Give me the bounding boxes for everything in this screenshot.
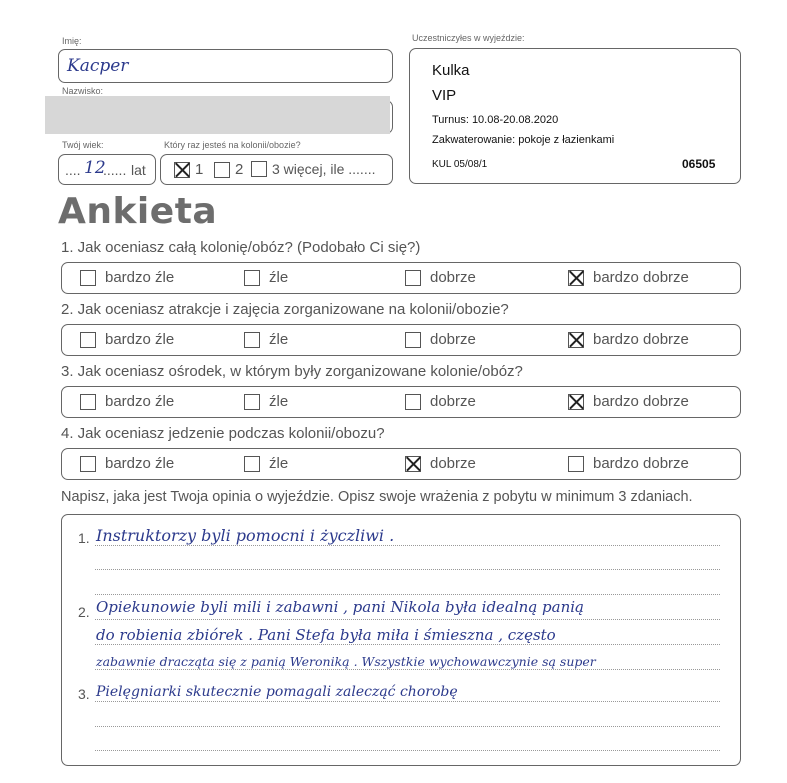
ticket-name: Kulka bbox=[432, 62, 470, 79]
dotted-line bbox=[95, 750, 720, 751]
ticket-zakwaterowanie: Zakwaterowanie: pokoje z łazienkami bbox=[432, 134, 615, 146]
checkbox-icon[interactable] bbox=[244, 394, 260, 410]
dotted-line bbox=[95, 644, 720, 645]
option-zle[interactable] bbox=[244, 331, 288, 348]
opinion-line-2: Opiekunowie byli mili i zabawni , pani Nikola była idealną panią bbox=[96, 598, 584, 616]
answer-row-3 bbox=[61, 386, 741, 418]
option-bardzo-dobrze[interactable] bbox=[568, 393, 689, 410]
dotted-line bbox=[95, 545, 720, 546]
option-label: bardzo dobrze bbox=[593, 269, 689, 286]
option-bardzo-zle[interactable] bbox=[80, 269, 174, 286]
dotted-line bbox=[95, 619, 720, 620]
nazwisko-label: Nazwisko: bbox=[62, 86, 104, 96]
checkbox-checked-icon[interactable] bbox=[568, 270, 584, 286]
checkbox-icon[interactable] bbox=[405, 270, 421, 286]
option-dobrze[interactable] bbox=[405, 393, 476, 410]
option-dobrze[interactable] bbox=[405, 269, 476, 286]
option-label: źle bbox=[269, 393, 289, 410]
uczestniczyles-label: Uczestniczyłes w wyjeździe: bbox=[412, 33, 525, 43]
question-1: 1. Jak oceniasz całą kolonię/obóz? (Podobało Ci się?) bbox=[61, 239, 421, 256]
option-bardzo-dobrze[interactable] bbox=[568, 269, 689, 286]
question-2: 2. Jak oceniasz atrakcje i zajęcia zorganizowane na kolonii/obozie? bbox=[61, 301, 509, 318]
redaction-block bbox=[45, 96, 390, 134]
checkbox-checked-icon[interactable] bbox=[568, 332, 584, 348]
option-label: dobrze bbox=[430, 455, 476, 472]
option-label: bardzo dobrze bbox=[593, 331, 689, 348]
imie-field[interactable] bbox=[58, 49, 393, 83]
option-label: źle bbox=[269, 455, 289, 472]
dotted-line bbox=[95, 701, 720, 702]
ticket-turnus: Turnus: 10.08-20.08.2020 bbox=[432, 114, 559, 126]
option-label: 2 bbox=[235, 161, 244, 178]
dotted-line bbox=[95, 726, 720, 727]
option-zle[interactable] bbox=[244, 455, 288, 472]
opinion-number-2: 2. bbox=[78, 604, 90, 620]
opinion-prompt: Napisz, jaka jest Twoja opinia o wyjeździe. Opisz swoje wrażenia z pobytu w minimum 3 zdaniach. bbox=[61, 489, 693, 505]
checkbox-icon[interactable] bbox=[244, 456, 260, 472]
wiek-unit: lat bbox=[131, 162, 146, 178]
answer-row-2 bbox=[61, 324, 741, 356]
option-zle[interactable] bbox=[244, 269, 288, 286]
checkbox-icon[interactable] bbox=[244, 332, 260, 348]
wiek-label: Twój wiek: bbox=[62, 140, 104, 150]
checkbox-checked-icon[interactable] bbox=[568, 394, 584, 410]
option-dobrze[interactable] bbox=[405, 455, 476, 472]
option-label: 1 bbox=[195, 161, 204, 178]
checkbox-icon[interactable] bbox=[214, 162, 230, 178]
checkbox-icon[interactable] bbox=[80, 270, 96, 286]
option-dobrze[interactable] bbox=[405, 331, 476, 348]
opinion-line-4: zabawnie dracząta się z panią Weroniką . Wszystkie wychowawczynie są super bbox=[96, 654, 596, 669]
checkbox-icon[interactable] bbox=[405, 394, 421, 410]
ticket-type: VIP bbox=[432, 87, 457, 104]
opinion-line-3: do robienia zbiórek . Pani Stefa była miła i śmieszna , często bbox=[96, 626, 556, 644]
checkbox-icon[interactable] bbox=[251, 161, 267, 177]
checkbox-icon[interactable] bbox=[80, 394, 96, 410]
option-label: dobrze bbox=[430, 331, 476, 348]
ktory-raz-field bbox=[160, 154, 393, 185]
question-4: 4. Jak oceniasz jedzenie podczas kolonii/obozu? bbox=[61, 425, 385, 442]
option-zle[interactable] bbox=[244, 393, 288, 410]
checkbox-checked-icon[interactable] bbox=[174, 162, 190, 178]
option-label: źle bbox=[269, 269, 289, 286]
option-label: bardzo źle bbox=[105, 393, 175, 410]
checkbox-icon[interactable] bbox=[80, 332, 96, 348]
option-label: 3 więcej, ile ....... bbox=[272, 161, 376, 177]
option-label: bardzo dobrze bbox=[593, 455, 689, 472]
option-label: dobrze bbox=[430, 393, 476, 410]
option-bardzo-zle[interactable] bbox=[80, 331, 174, 348]
dotted-line bbox=[95, 669, 720, 670]
wiek-dots-before: .... bbox=[65, 162, 81, 178]
option-bardzo-dobrze[interactable] bbox=[568, 331, 689, 348]
option-label: dobrze bbox=[430, 269, 476, 286]
checkbox-icon[interactable] bbox=[80, 456, 96, 472]
dotted-line bbox=[95, 569, 720, 570]
checkbox-icon[interactable] bbox=[405, 332, 421, 348]
option-bardzo-zle[interactable] bbox=[80, 393, 174, 410]
dotted-line bbox=[95, 594, 720, 595]
ticket-code: KUL 05/08/1 bbox=[432, 159, 488, 170]
option-label: bardzo źle bbox=[105, 269, 175, 286]
checkbox-icon[interactable] bbox=[244, 270, 260, 286]
ktory-raz-option-1[interactable] bbox=[174, 161, 203, 178]
option-bardzo-dobrze[interactable] bbox=[568, 455, 689, 472]
option-label: bardzo dobrze bbox=[593, 393, 689, 410]
opinion-line-1: Instruktorzy byli pomocni i życzliwi . bbox=[96, 526, 395, 545]
ticket-card bbox=[409, 48, 741, 184]
ktory-raz-label: Który raz jesteś na kolonii/obozie? bbox=[164, 140, 301, 150]
option-label: bardzo źle bbox=[105, 455, 175, 472]
ticket-number: 06505 bbox=[682, 157, 716, 171]
answer-row-1 bbox=[61, 262, 741, 294]
opinion-number-3: 3. bbox=[78, 686, 90, 702]
ktory-raz-option-3[interactable] bbox=[251, 161, 375, 177]
answer-row-4 bbox=[61, 448, 741, 480]
wiek-value: 12 bbox=[84, 158, 106, 178]
option-bardzo-zle[interactable] bbox=[80, 455, 174, 472]
wiek-field[interactable] bbox=[58, 154, 156, 185]
wiek-dots-after: ...... bbox=[103, 162, 127, 178]
ktory-raz-option-2[interactable] bbox=[214, 161, 243, 178]
imie-label: Imię: bbox=[62, 36, 82, 46]
question-3: 3. Jak oceniasz ośrodek, w którym były zorganizowane kolonie/obóz? bbox=[61, 363, 523, 380]
opinion-line-5: Pielęgniarki skutecznie pomagali zalecząć chorobę bbox=[96, 684, 458, 700]
survey-title: Ankieta bbox=[58, 191, 218, 232]
checkbox-icon[interactable] bbox=[568, 456, 584, 472]
imie-value: Kacper bbox=[67, 56, 129, 76]
option-label: źle bbox=[269, 331, 289, 348]
opinion-number-1: 1. bbox=[78, 530, 90, 546]
checkbox-checked-icon[interactable] bbox=[405, 456, 421, 472]
option-label: bardzo źle bbox=[105, 331, 175, 348]
